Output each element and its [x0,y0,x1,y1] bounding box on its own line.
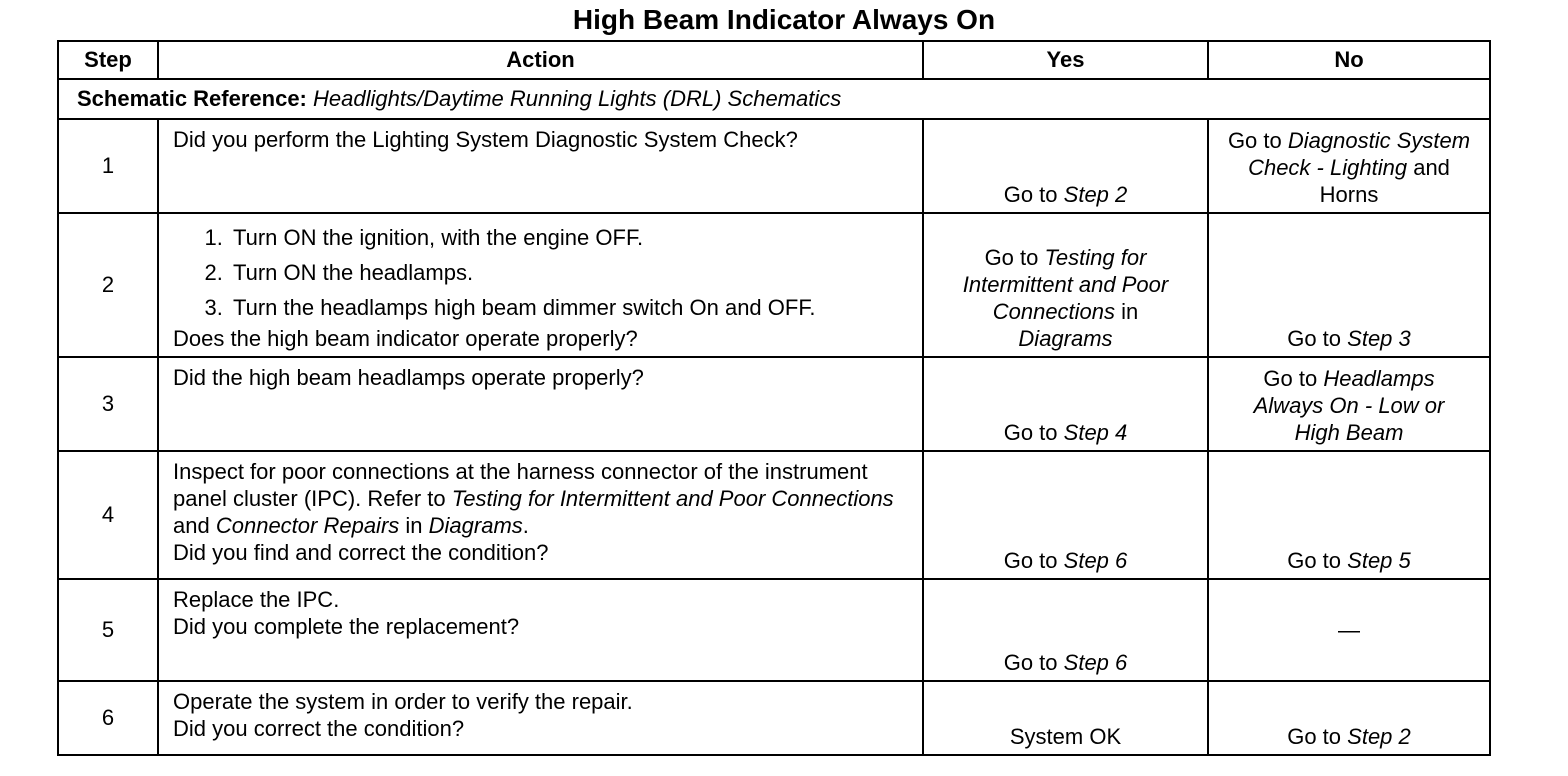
action-cell [158,213,923,357]
action-text: Did you perform the Lighting System Diagnostic System Check? [173,127,798,152]
action-text-part: Inspect for poor connections at the harness connector of the instrument panel cluster (IPC). Refer to [173,459,868,511]
no-suffix: and Horns [1319,155,1450,207]
step-number: 4 [58,451,158,579]
schematic-reference [58,79,1490,119]
yes-link[interactable]: Step 4 [1063,420,1128,445]
action-question: Did you find and correct the condition? [173,540,549,565]
action-question: Does the high beam indicator operate properly? [173,326,638,351]
yes-cell [923,213,1208,357]
table-header-row [58,41,1490,79]
no-link[interactable]: Step 5 [1347,548,1411,573]
yes-result: System OK [1009,724,1122,749]
action-cell [158,451,923,579]
yes-mid: in [1121,299,1139,324]
substep-item: 3. Turn the headlamps high beam dimmer switch On and OFF. [229,290,908,325]
no-cell [1208,579,1490,681]
action-text [173,458,908,539]
substep-item: 1. Turn ON the ignition, with the engine OFF. [229,220,908,255]
substep-item: 2. Turn ON the headlamps. [229,255,908,290]
action-text: Replace the IPC. [173,587,340,612]
action-text: Did the high beam headlamps operate properly? [173,365,644,390]
header-step: Step [58,41,158,79]
action-question: Did you correct the condition? [173,716,465,741]
table-row [58,579,1490,681]
action-cell [158,579,923,681]
action-link[interactable]: Testing for Intermittent and Poor Connections [451,486,894,511]
yes-link[interactable]: Step 2 [1063,182,1128,207]
step-number: 5 [58,579,158,681]
no-link[interactable]: Step 3 [1347,326,1411,351]
schematic-reference-link[interactable]: Headlights/Daytime Running Lights (DRL) Schematics [313,86,842,111]
step-number: 2 [58,213,158,357]
header-action: Action [158,41,923,79]
no-cell [1208,681,1490,755]
step-number: 1 [58,119,158,213]
no-prefix: Go to [1263,366,1318,391]
action-text-part: . [522,513,529,538]
action-cell [158,681,923,755]
no-prefix: Go to [1287,724,1342,749]
no-link[interactable]: Headlamps Always On - Low or High Beam [1253,366,1445,445]
no-link[interactable]: Step 2 [1347,724,1411,749]
no-cell [1208,213,1490,357]
yes-cell [923,681,1208,755]
no-link[interactable]: Diagnostic System Check - [1248,128,1471,180]
yes-prefix: Go to [1003,420,1058,445]
yes-prefix: Go to [1003,182,1058,207]
no-prefix: Go to [1227,128,1282,153]
action-text-part: and [173,513,210,538]
header-no: No [1208,41,1490,79]
action-cell [158,119,923,213]
yes-link[interactable]: Step 6 [1063,650,1128,675]
yes-link[interactable]: Step 6 [1063,548,1128,573]
step-number: 3 [58,357,158,451]
action-question: Did you complete the replacement? [173,614,520,639]
no-cell [1208,119,1490,213]
yes-link[interactable]: Testing for Intermittent and Poor Connections [962,245,1169,324]
table-row [58,213,1490,357]
table-row [58,451,1490,579]
table-row [58,681,1490,755]
yes-cell [923,451,1208,579]
table-row [58,119,1490,213]
no-prefix: Go to [1287,326,1342,351]
diagnostic-table [57,40,1491,756]
action-text: Operate the system in order to verify the repair. [173,689,633,714]
action-text-part: in [405,513,423,538]
yes-link-2[interactable]: Diagrams [1018,326,1113,351]
yes-prefix: Go to [1003,650,1058,675]
no-cell [1208,357,1490,451]
no-dash: — [1338,617,1360,643]
no-prefix: Go to [1287,548,1342,573]
action-link[interactable]: Connector Repairs [215,513,400,538]
yes-cell [923,119,1208,213]
schematic-reference-row [58,79,1490,119]
table-row [58,357,1490,451]
action-link[interactable]: Diagrams [428,513,523,538]
page-title: High Beam Indicator Always On [572,4,996,35]
yes-prefix: Go to [1003,548,1058,573]
header-yes: Yes [923,41,1208,79]
step-number: 6 [58,681,158,755]
no-link-2[interactable]: Lighting [1330,155,1408,180]
schematic-reference-label: Schematic Reference: [77,86,307,111]
yes-cell [923,357,1208,451]
substep-list [173,220,908,325]
yes-prefix: Go to [984,245,1039,270]
action-cell [158,357,923,451]
yes-cell [923,579,1208,681]
no-cell [1208,451,1490,579]
